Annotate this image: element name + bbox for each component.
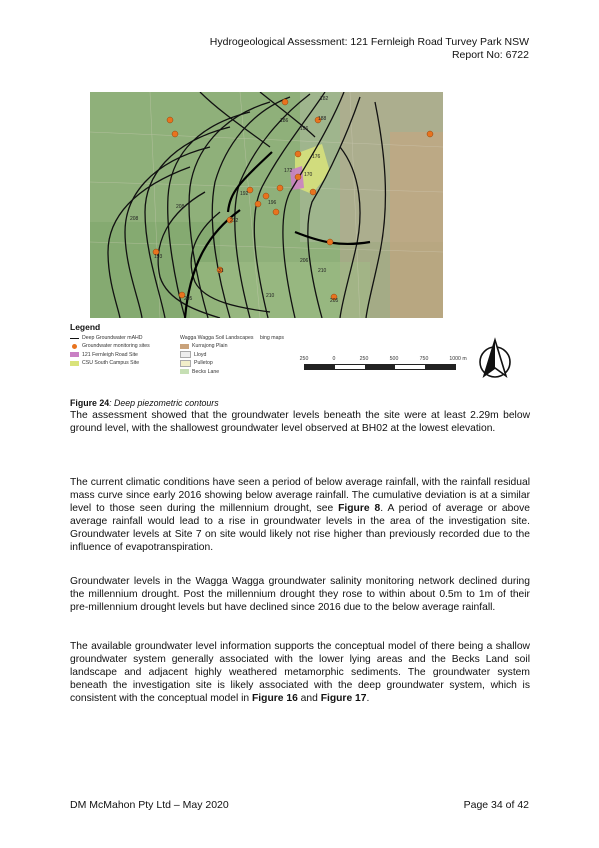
contour-label: 208 [176, 204, 185, 210]
scale-label: 750 [419, 356, 429, 362]
page-header [210, 36, 529, 62]
footer-company: DM McMahon Pty Ltd – May 2020 [70, 799, 229, 811]
legend-item [180, 368, 253, 376]
scale-label: 1000 m [449, 356, 467, 362]
legend-label: Becks Lane [192, 368, 220, 375]
contour-label: 170 [304, 172, 313, 178]
legend-item [70, 334, 150, 342]
scale-label: 250 [359, 356, 369, 362]
paragraph-2-text: The current climatic conditions have seen a period of below average rainfall, with the rainfall residual mass curve since early 2016 showing below average rainfall. The cumulative deviation is at a similar level to those seen during the millennium drought, see [70, 477, 530, 515]
legend-item [70, 351, 150, 359]
line-icon [70, 338, 79, 339]
contour-label: 188 [318, 116, 327, 122]
scale-bar [298, 356, 478, 370]
legend-col-3 [260, 334, 284, 342]
legend-label: CSU South Campus Site [82, 360, 140, 367]
legend-label: Pulletop [194, 360, 213, 367]
bore-dot-icon [72, 344, 77, 349]
contour-label: 210 [318, 268, 327, 274]
legend-item [180, 342, 253, 350]
figure-caption [70, 398, 219, 408]
soil-swatch-icon [180, 344, 189, 349]
legend-item [70, 342, 150, 350]
legend-label: Groundwater monitoring sites [82, 343, 150, 350]
soil-swatch-icon [180, 351, 191, 358]
site-swatch-icon [70, 352, 79, 357]
footer-page-number: Page 34 of 42 [463, 799, 529, 811]
legend-item [180, 351, 253, 359]
figure-reference: Figure 8 [338, 503, 381, 515]
figure-caption-text: : Deep piezometric contours [109, 398, 219, 408]
contour-label: 31 [218, 268, 224, 274]
contour-label: 196 [268, 200, 277, 206]
soil-swatch-icon [180, 369, 189, 374]
legend-item [70, 359, 150, 367]
figure-reference: Figure 17 [320, 693, 367, 705]
scale-label: 500 [389, 356, 399, 362]
contour-label: 205 [330, 298, 339, 304]
legend-subtitle: Wagga Wagga Soil Landscapes [180, 335, 254, 341]
legend-col-2 [180, 334, 253, 376]
kurrajong-area [390, 132, 443, 318]
contour-label: 172 [284, 168, 293, 174]
map-legend [70, 322, 520, 394]
contour-label: 208 [130, 216, 139, 222]
legend-title: Legend [70, 322, 101, 332]
contour-label: 206 [300, 258, 309, 264]
legend-label: Kurrajong Plain [192, 343, 228, 350]
header-title: Hydrogeological Assessment: 121 Fernleigh Road Turvey Park NSW [209, 36, 529, 48]
paragraph-2 [70, 476, 530, 555]
paragraph-4-end: . [366, 693, 370, 705]
contour-label: 210 [266, 293, 275, 299]
csu-swatch-icon [70, 361, 79, 366]
legend-item [180, 359, 253, 367]
paragraph-3: Groundwater levels in the Wagga Wagga groundwater salinity monitoring network declined during the millennium drought. Post the millennium drought they rose to within about 0.5m to 1m of their pre-millennium drought levels but have declined since 2016 due to the below average rainfall. [70, 576, 530, 614]
scale-label: 250 [299, 356, 309, 362]
contour-label: 212 [230, 218, 239, 224]
contour-label: 192 [240, 191, 249, 197]
contour-label: 205 [184, 296, 193, 302]
paragraph-1: The assessment showed that the groundwater levels beneath the site were at least 2.29m below ground level, with the shallowest groundwater level observed at BH02 at the lowest elevation. [70, 410, 530, 435]
contour-label: 196 [300, 126, 309, 132]
legend-label: Lloyd [194, 351, 207, 358]
figure-number: Figure 24 [70, 398, 110, 408]
soil-swatch-icon [180, 360, 191, 367]
north-arrow-icon [478, 332, 512, 388]
contour-label: 193 [154, 254, 163, 260]
header-report-no: Report No: 6722 [451, 49, 529, 61]
map-figure [90, 92, 443, 318]
scale-label: 0 [332, 356, 336, 362]
legend-label: 121 Fernleigh Road Site [82, 351, 138, 358]
legend-col-1 [70, 334, 150, 368]
paragraph-4-text: The available groundwater level information supports the conceptual model of there being a shallow groundwater system generally associated with the lower lying areas and the Becks Land soil landscape and adjacent highly weathered metamorphic sediments. The groundwater system beneath the investigation site is likely associated with the deep groundwater system, which is consistent with the conceptual model in [70, 641, 530, 705]
figure-reference: Figure 16 [252, 693, 298, 705]
legend-label: Deep Groundwater mAHD [82, 335, 143, 341]
contour-label: 176 [312, 154, 321, 160]
contour-label: 186 [280, 118, 289, 124]
paragraph-2-tail: . A period of average or above average rainfall would lead to a rise in groundwater levels in the area of the investigation site. Groundwater levels at Site 7 on site would likely not rise higher than previously recorded due to the influence of evapotranspiration. [70, 503, 530, 554]
piezometric-map [90, 92, 443, 318]
scale-bar-graphic [304, 364, 456, 370]
bing-maps-label: bing maps [260, 335, 284, 341]
paragraph-4-and: and [297, 693, 321, 705]
contour-label: 182 [320, 96, 329, 102]
paragraph-4 [70, 640, 530, 705]
